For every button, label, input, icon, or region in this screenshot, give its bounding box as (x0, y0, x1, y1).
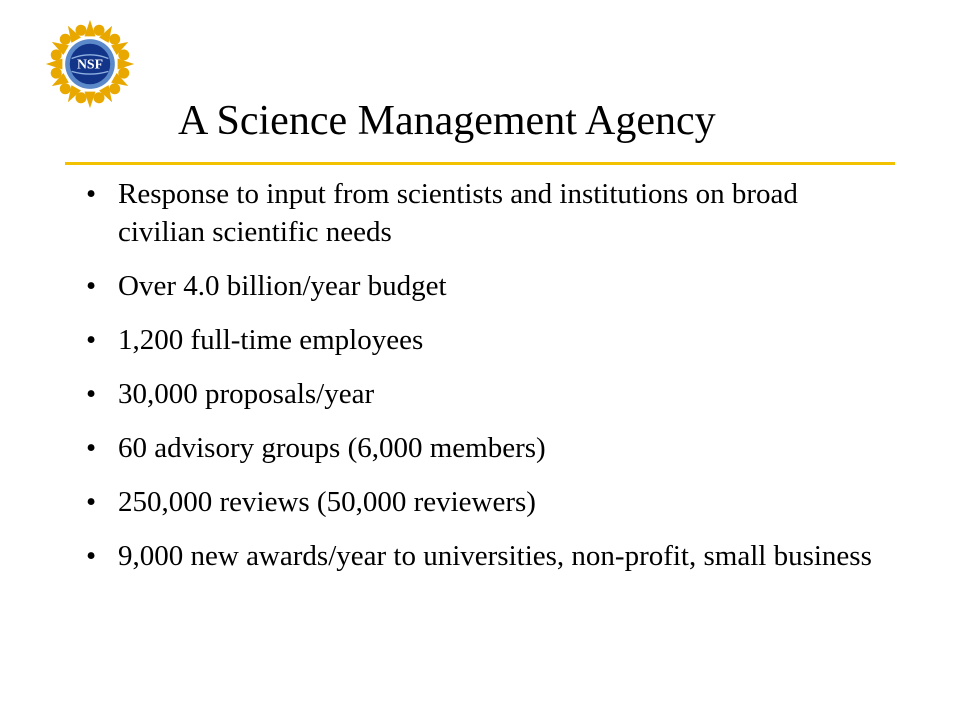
logo-text: NSF (76, 56, 104, 72)
logo-ray (84, 20, 95, 37)
bullet-item (86, 429, 886, 467)
bullet-dot-icon: • (86, 486, 97, 518)
bullet-item (86, 175, 886, 251)
bullet-text: 30,000 proposals/year (118, 378, 375, 410)
bullet-dot-icon: • (86, 432, 97, 464)
bullet-dot-icon: • (86, 178, 97, 210)
logo-ray (118, 58, 135, 69)
bullet-dot-icon: • (86, 540, 97, 572)
bullet-item (86, 537, 886, 575)
bullet-dot-icon: • (86, 270, 97, 302)
slide-title: A Science Management Agency (178, 98, 716, 144)
bullet-text: Over 4.0 billion/year budget (118, 270, 447, 302)
bullet-dot-icon: • (86, 378, 97, 410)
bullet-item (86, 483, 886, 521)
bullet-item (86, 375, 886, 413)
logo-ray (84, 92, 95, 109)
bullet-item (86, 321, 886, 359)
bullet-text: 9,000 new awards/year to universities, non-profit, small business (118, 540, 872, 572)
bullet-text: 1,200 full-time employees (118, 324, 424, 356)
nsf-logo (44, 18, 136, 110)
bullet-text: Response to input from scientists and institutions on broad civilian scientific needs (118, 178, 798, 248)
bullet-text: 250,000 reviews (50,000 reviewers) (118, 486, 536, 518)
title-underline (65, 162, 895, 165)
bullet-list (86, 175, 886, 591)
logo-ray (46, 58, 63, 69)
bullet-text: 60 advisory groups (6,000 members) (118, 432, 546, 464)
bullet-dot-icon: • (86, 324, 97, 356)
bullet-item (86, 267, 886, 305)
